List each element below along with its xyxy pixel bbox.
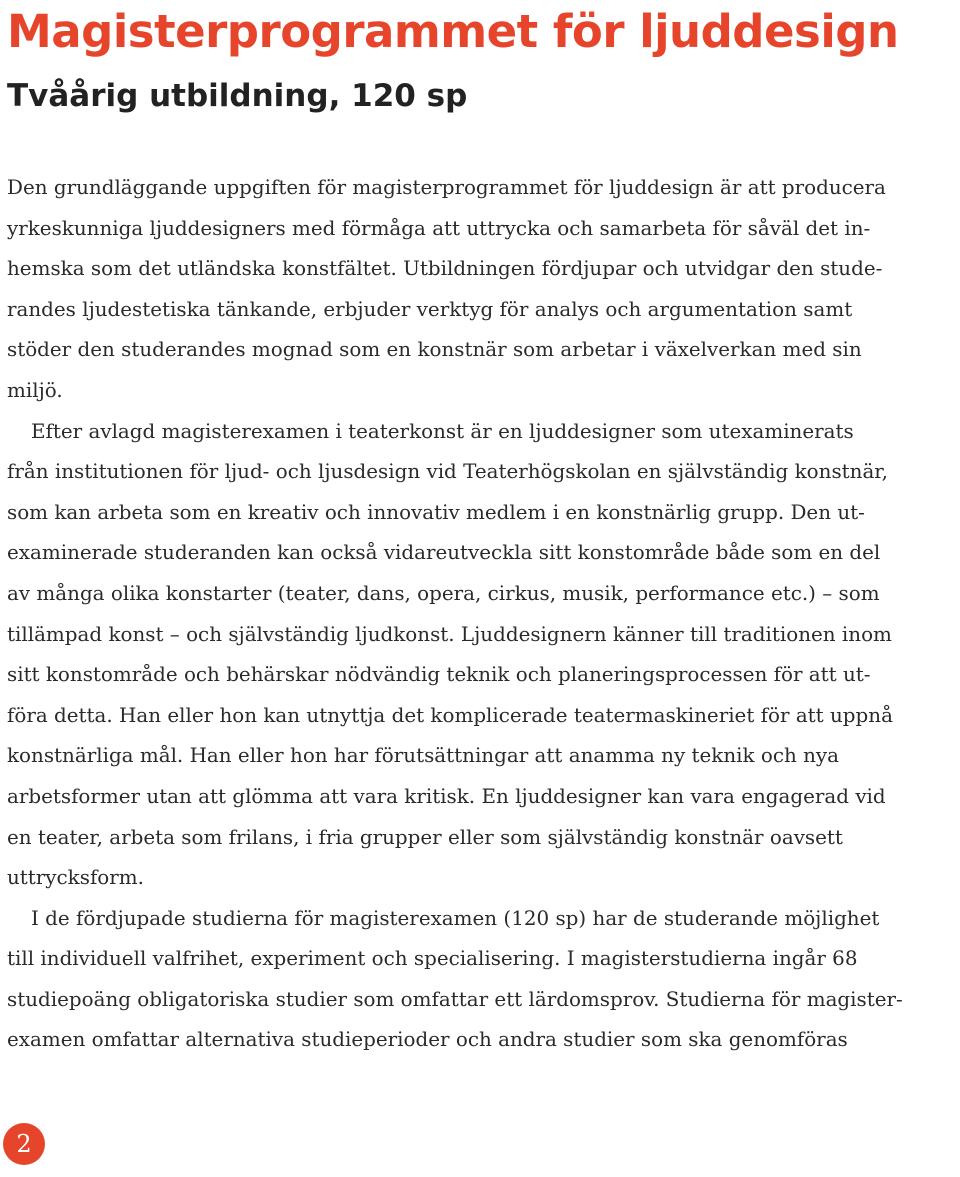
- body-line: examen omfattar alternativa studieperioder och andra studier som ska genomföras: [7, 1028, 848, 1052]
- body-text: [7, 168, 960, 1061]
- body-line: konstnärliga mål. Han eller hon har förutsättningar att anamma ny teknik och nya: [7, 744, 840, 768]
- body-line: miljö.: [7, 378, 63, 402]
- body-line: till individuell valfrihet, experiment och specialisering. I magisterstudierna ingår 68: [7, 947, 858, 971]
- body-line: Efter avlagd magisterexamen i teaterkonst är en ljuddesigner som utexaminerats: [31, 419, 854, 443]
- body-line: från institutionen för ljud- och ljusdesign vid Teaterhögskolan en självständig konstnär,: [7, 460, 888, 484]
- body-line: studiepoäng obligatoriska studier som omfattar ett lärdomsprov. Studierna för magister-: [7, 987, 903, 1011]
- body-line: arbetsformer utan att glömma att vara kritisk. En ljuddesigner kan vara engagerad vid: [7, 784, 886, 808]
- document-title: Magisterprogrammet för ljuddesign: [7, 5, 899, 58]
- body-line: examinerade studeranden kan också vidareutveckla sitt konstområde både som en del: [7, 541, 881, 565]
- body-line: en teater, arbeta som frilans, i fria grupper eller som självständig konstnär oavsett: [7, 825, 843, 849]
- body-line: som kan arbeta som en kreativ och innovativ medlem i en konstnärlig grupp. Den ut-: [7, 500, 865, 524]
- body-line: uttrycksform.: [7, 866, 144, 890]
- body-line: av många olika konstarter (teater, dans, opera, cirkus, musik, performance etc.) – som: [7, 581, 880, 605]
- body-line: I de fördjupade studierna för magisterexamen (120 sp) har de studerande möjlighet: [31, 906, 880, 930]
- body-line: Den grundläggande uppgiften för magisterprogrammet för ljuddesign är att producera: [7, 176, 886, 199]
- body-line: randes ljudestetiska tänkande, erbjuder verktyg för analys och argumentation samt: [7, 297, 853, 321]
- document-subtitle: Tvåårig utbildning, 120 sp: [7, 78, 468, 114]
- body-line: hemska som det utländska konstfältet. Utbildningen fördjupar och utvidgar den stude-: [7, 257, 883, 281]
- page-number-badge: 2: [3, 1123, 45, 1165]
- body-line: föra detta. Han eller hon kan utnyttja det komplicerade teatermaskineriet för att uppnå: [7, 703, 893, 727]
- body-line: sitt konstområde och behärskar nödvändig teknik och planeringsprocessen för att ut-: [7, 663, 871, 687]
- body-line: tillämpad konst – och självständig ljudkonst. Ljuddesignern känner till traditionen inom: [7, 622, 892, 646]
- body-line: yrkeskunniga ljuddesigners med förmåga att uttrycka och samarbeta för såväl det in-: [7, 216, 871, 240]
- body-line: stöder den studerandes mognad som en konstnär som arbetar i växelverkan med sin: [7, 338, 862, 362]
